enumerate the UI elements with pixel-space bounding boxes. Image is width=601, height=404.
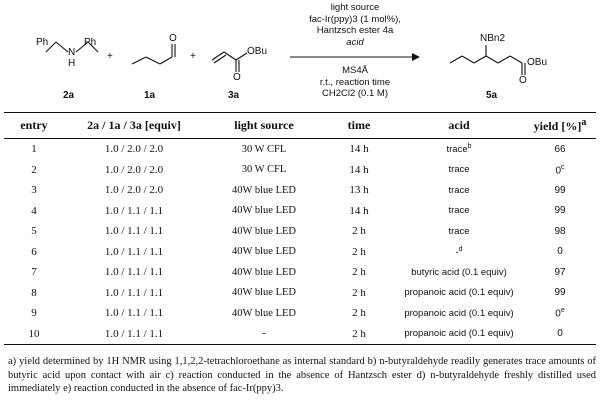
entry-cell-text: 1 xyxy=(31,143,37,156)
table-row xyxy=(4,242,596,263)
time-cell xyxy=(324,262,394,283)
entry-cell-text: 6 xyxy=(31,245,37,258)
entry-cell xyxy=(4,180,64,201)
product-nbn2-label: NBn2 xyxy=(480,33,506,44)
time-cell xyxy=(324,303,394,324)
equiv-cell xyxy=(64,201,204,222)
time-cell-text: 2 h xyxy=(352,286,366,299)
acid-cell-text: propanoic acid (0.1 equiv) xyxy=(404,307,514,319)
entry-cell xyxy=(4,160,64,181)
light-source-cell-text: 30 W CFL xyxy=(241,143,287,155)
yield-cell xyxy=(524,303,596,324)
table-row xyxy=(4,139,596,160)
entry-cell-text: 10 xyxy=(28,327,40,340)
time-cell xyxy=(324,283,394,304)
table-row xyxy=(4,303,596,324)
acid-cell xyxy=(394,324,524,345)
entry-cell xyxy=(4,324,64,345)
light-source-cell-text: 40W blue LED xyxy=(232,307,296,319)
yield-cell-text: 0 xyxy=(555,164,562,176)
acid-cell-text: trace xyxy=(448,225,470,237)
table-row xyxy=(4,160,596,181)
yield-cell xyxy=(524,139,596,160)
equiv-cell-text: 1.0 / 1.1 / 1.1 xyxy=(104,327,164,340)
entry-cell xyxy=(4,283,64,304)
yield-cell-text: 99 xyxy=(554,287,566,299)
light-source-cell-text: 40W blue LED xyxy=(232,225,296,237)
acid-cell xyxy=(394,242,524,263)
acid-cell-text: trace xyxy=(446,144,468,156)
condition-light-source: light source xyxy=(330,2,380,13)
light-source-cell xyxy=(204,201,324,222)
entry-cell-text: 4 xyxy=(31,204,37,217)
entry-cell-text: 9 xyxy=(31,307,37,320)
table-body xyxy=(4,139,596,345)
equiv-cell xyxy=(64,139,204,160)
time-cell xyxy=(324,221,394,242)
header-light-source: light source xyxy=(204,113,324,139)
compound-1a-label: 1a xyxy=(144,90,156,101)
entry-cell xyxy=(4,242,64,263)
time-cell-text: 2 h xyxy=(352,245,366,258)
plus-sign-1: + xyxy=(107,51,113,62)
equiv-cell-text: 1.0 / 1.1 / 1.1 xyxy=(104,286,164,299)
table-footnote: a) yield determined by 1H NMR using 1,1,2,2-tetrachloroethane as internal standard b) n-butyraldehyde readily generates trace amounts of butyric acid upon contact with air c) reaction conducted in the absence of Hantzsch ester d) n-butyraldehyde freshly distilled used immediately e) reaction conducted in the absence of fac-Ir(ppy)3. xyxy=(8,356,596,394)
time-cell-text: 2 h xyxy=(352,266,366,279)
equiv-cell-text: 1.0 / 2.0 / 2.0 xyxy=(104,163,164,176)
light-source-cell-text: - xyxy=(262,328,266,340)
equiv-cell-text: 1.0 / 2.0 / 2.0 xyxy=(104,184,164,197)
condition-acid: acid xyxy=(346,36,364,48)
yield-cell xyxy=(524,324,596,345)
light-source-cell xyxy=(204,139,324,160)
acid-cell-text: propanoic acid (0.1 equiv) xyxy=(404,328,514,340)
compound-5a-label: 5a xyxy=(486,90,498,101)
yield-cell xyxy=(524,201,596,222)
light-source-cell xyxy=(204,221,324,242)
equiv-cell xyxy=(64,160,204,181)
condition-temp-time: r.t., reaction time xyxy=(319,76,391,88)
equiv-cell xyxy=(64,283,204,304)
acid-cell-text: trace xyxy=(448,184,470,196)
acid-cell-footnote-mark: d xyxy=(458,245,463,253)
condition-solvent: CH2Cl2 (0.1 M) xyxy=(322,88,388,99)
equiv-cell xyxy=(64,242,204,263)
equiv-cell-text: 1.0 / 1.1 / 1.1 xyxy=(104,266,164,279)
phenyl-right-label: Ph xyxy=(84,37,97,48)
acrylate-obu-label: OBu xyxy=(247,46,268,57)
yield-cell xyxy=(524,160,596,181)
equiv-cell xyxy=(64,262,204,283)
conditions-below xyxy=(290,65,420,100)
entry-cell xyxy=(4,139,64,160)
light-source-cell-text: 30 W CFL xyxy=(241,164,287,176)
light-source-cell-text: 40W blue LED xyxy=(232,205,296,217)
acid-cell-text: propanoic acid (0.1 equiv) xyxy=(404,287,514,299)
acid-cell xyxy=(394,201,524,222)
yield-cell-text: 0 xyxy=(555,308,561,320)
conditions-above xyxy=(290,2,420,48)
phenyl-left-label: Ph xyxy=(36,37,49,48)
header-yield-text: yield [%] xyxy=(533,119,582,133)
product-o-label: O xyxy=(519,75,527,86)
light-source-cell-text: 40W blue LED xyxy=(232,266,296,278)
condition-reductant: Hantzsch ester 4a xyxy=(316,25,394,36)
table-row xyxy=(4,201,596,222)
plus-sign-2: + xyxy=(190,51,196,62)
acid-cell xyxy=(394,303,524,324)
entry-cell xyxy=(4,262,64,283)
table-row xyxy=(4,262,596,283)
time-cell-text: 13 h xyxy=(349,184,369,197)
yield-cell xyxy=(524,283,596,304)
time-cell-text: 2 h xyxy=(352,225,366,238)
light-source-cell xyxy=(204,283,324,304)
time-cell xyxy=(324,180,394,201)
light-source-cell xyxy=(204,242,324,263)
yield-cell xyxy=(524,262,596,283)
acid-cell-text: trace xyxy=(448,205,470,217)
light-source-cell xyxy=(204,180,324,201)
time-cell xyxy=(324,242,394,263)
time-cell xyxy=(324,324,394,345)
table-row xyxy=(4,283,596,304)
table-row xyxy=(4,221,596,242)
light-source-cell-text: 40W blue LED xyxy=(232,246,296,258)
header-yield xyxy=(524,113,596,139)
compound-2a-label: 2a xyxy=(63,90,75,101)
equiv-cell-text: 1.0 / 1.1 / 1.1 xyxy=(104,245,164,258)
header-time: time xyxy=(324,113,394,139)
table-row xyxy=(4,324,596,345)
acid-cell xyxy=(394,180,524,201)
header-entry: entry xyxy=(4,113,64,139)
acid-cell-footnote-mark: b xyxy=(467,143,472,151)
yield-cell xyxy=(524,180,596,201)
equiv-cell xyxy=(64,324,204,345)
yield-cell xyxy=(524,221,596,242)
acid-cell xyxy=(394,160,524,181)
yield-cell-text: 0 xyxy=(557,328,563,340)
acid-cell-text: - xyxy=(455,246,459,258)
equiv-cell xyxy=(64,221,204,242)
acid-cell xyxy=(394,221,524,242)
yield-cell xyxy=(524,242,596,263)
time-cell xyxy=(324,201,394,222)
yield-cell-text: 98 xyxy=(554,225,566,237)
compound-3a-label: 3a xyxy=(228,90,240,101)
light-source-cell xyxy=(204,324,324,345)
time-cell-text: 2 h xyxy=(352,307,366,320)
yield-cell-text: 0 xyxy=(557,246,563,258)
amine-n-label: N xyxy=(68,47,76,58)
yield-cell-text: 99 xyxy=(554,184,566,196)
entry-cell-text: 2 xyxy=(31,163,37,176)
product-obu-label: OBu xyxy=(527,57,548,68)
light-source-cell xyxy=(204,160,324,181)
yield-cell-text: 99 xyxy=(554,205,566,217)
amine-h-label: H xyxy=(68,58,76,69)
equiv-cell-text: 1.0 / 1.1 / 1.1 xyxy=(104,204,164,217)
aldehyde-o-label: O xyxy=(169,33,177,44)
table-row xyxy=(4,180,596,201)
entry-cell-text: 8 xyxy=(31,286,37,299)
equiv-cell xyxy=(64,180,204,201)
equiv-cell-text: 1.0 / 1.1 / 1.1 xyxy=(104,307,164,320)
light-source-cell xyxy=(204,262,324,283)
entry-cell xyxy=(4,303,64,324)
acid-cell-text: butyric acid (0.1 equiv) xyxy=(411,266,507,278)
condition-sieves: MS4Å xyxy=(342,65,368,76)
acid-cell xyxy=(394,139,524,160)
acid-cell xyxy=(394,283,524,304)
header-equiv: 2a / 1a / 3a [equiv] xyxy=(64,113,204,139)
entry-cell-text: 5 xyxy=(31,225,37,238)
reaction-scheme xyxy=(0,0,601,108)
header-acid: acid xyxy=(394,113,524,139)
time-cell-text: 2 h xyxy=(352,327,366,340)
entry-cell-text: 7 xyxy=(31,266,37,279)
acid-cell-text: trace xyxy=(448,164,470,176)
time-cell-text: 14 h xyxy=(349,204,369,217)
acrylate-o-label: O xyxy=(233,72,241,83)
optimization-table xyxy=(4,112,596,345)
yield-cell-footnote-mark: c xyxy=(561,163,565,171)
entry-cell xyxy=(4,221,64,242)
time-cell-text: 14 h xyxy=(349,143,369,156)
acid-cell xyxy=(394,262,524,283)
condition-catalyst: fac-Ir(ppy)3 (1 mol%), xyxy=(309,13,401,25)
entry-cell xyxy=(4,201,64,222)
light-source-cell xyxy=(204,303,324,324)
time-cell xyxy=(324,139,394,160)
yield-cell-text: 97 xyxy=(554,266,566,278)
light-source-cell-text: 40W blue LED xyxy=(232,287,296,299)
entry-cell-text: 3 xyxy=(31,184,37,197)
equiv-cell-text: 1.0 / 2.0 / 2.0 xyxy=(104,143,164,156)
yield-cell-text: 66 xyxy=(554,143,566,155)
equiv-cell-text: 1.0 / 1.1 / 1.1 xyxy=(104,225,164,238)
light-source-cell-text: 40W blue LED xyxy=(232,184,296,196)
time-cell-text: 14 h xyxy=(349,163,369,176)
table-header-row xyxy=(4,113,596,139)
equiv-cell xyxy=(64,303,204,324)
header-yield-sup: a xyxy=(581,117,587,128)
yield-cell-footnote-mark: e xyxy=(560,307,565,315)
time-cell xyxy=(324,160,394,181)
